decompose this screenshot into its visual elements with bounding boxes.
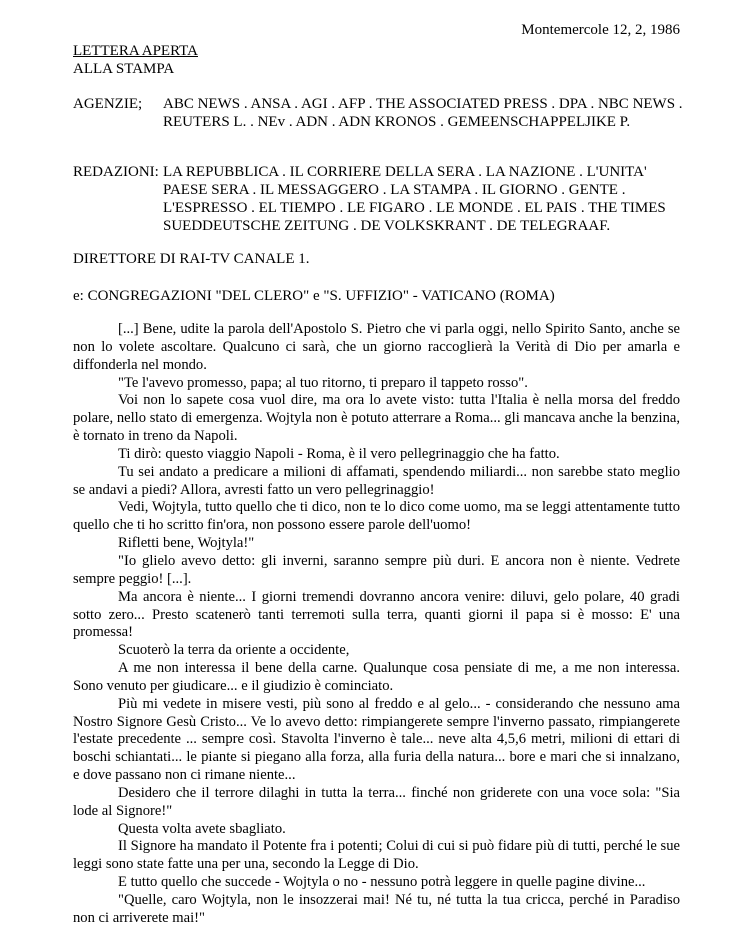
- title-line-open-letter: LETTERA APERTA: [73, 43, 198, 59]
- agenzie-label: AGENZIE;: [73, 96, 143, 112]
- paragraph: Il Signore ha mandato il Potente fra i potenti; Colui di cui si può fidare più di tutti, perché le sue leggi sono state fatte una per una, secondo la Legge di Dio.: [73, 838, 680, 873]
- redazioni-list: LA REPUBBLICA . IL CORRIERE DELLA SERA . LA NAZIONE . L'UNITA' PAESE SERA . IL MESSAGGERO . LA STAMPA . IL GIORNO . GENTE . L'ESPRESSO . EL TIEMPO . LE FIGARO . LE MONDE . EL PAIS . THE TIMES SUEDDEUTSCHE ZEITUNG . DE VOLKSKRANT . DE TELEGRAAF.: [163, 164, 666, 234]
- paragraph: "Io glielo avevo detto: gli inverni, saranno sempre più duri. E ancora non è niente. Vedrete sempre peggio! [...].: [73, 552, 680, 587]
- paragraph: Più mi vedete in misere vesti, più sono al freddo e al gelo... - considerando che nessuno ama Nostro Signore Gesù Cristo... Ve lo avevo detto: rimpiangerete sempre l'inverno passato, rimpiangerete l'estate precedente ... sempre così. Stavolta l'inverno è tale... neve alta 4,5,6 metri, milioni di ettari di boschi schiantati... le piante si piegano alla forza, alla furia della natura... bore e mari che si innalzano, e dove passano non ci rimane niente...: [73, 695, 680, 784]
- paragraph: Ma ancora è niente... I giorni tremendi dovranno ancora venire: diluvi, gelo polare, 40 gradi sotto zero... Presto scatenerò tanti terremoti sulla terra, quanti giorni il papa si è mosso: E' una promessa!: [73, 588, 680, 641]
- letter-date: Montemercole 12, 2, 1986: [521, 22, 680, 38]
- paragraph: Desidero che il terrore dilaghi in tutta la terra... finché non griderete con una voce sola: "Sia lode al Signore!": [73, 784, 680, 819]
- congregazioni-line: e: CONGREGAZIONI "DEL CLERO" e "S. UFFIZIO" - VATICANO (ROMA): [73, 288, 555, 304]
- letter-body: [73, 321, 680, 928]
- paragraph: "Quelle, caro Wojtyla, non le insozzerai mai! Né tu, né tutta la tua cricca, perché in Paradiso non ci arriverete mai!": [73, 892, 680, 926]
- agenzie-list: ABC NEWS . ANSA . AGI . AFP . THE ASSOCIATED PRESS . DPA . NBC NEWS . REUTERS L. . NEv . ADN . ADN KRONOS . GEMEENSCHAPPELJIKE P.: [163, 96, 683, 130]
- paragraph: Ti dirò: questo viaggio Napoli - Roma, è il vero pellegrinaggio che ha fatto.: [118, 445, 560, 462]
- paragraph: "Te l'avevo promesso, papa; al tuo ritorno, ti preparo il tappeto rosso".: [118, 374, 528, 391]
- letter-title: [73, 42, 198, 78]
- agenzie-block: [73, 95, 683, 131]
- paragraph: Tu sei andato a predicare a milioni di affamati, spendendo miliardi... non sarebbe stato meglio se andavi a piedi? Allora, avresti fatto un vero pellegrinaggio!: [73, 463, 680, 498]
- paragraph: [...] Bene, udite la parola dell'Apostolo S. Pietro che vi parla oggi, nello Spirito Santo, anche se non lo volete ascoltare. Qualcuno ci sarà, che un giorno raccoglierà la Verità di Dio per amarla e diffonderla nel mondo.: [73, 321, 680, 373]
- paragraph: Questa volta avete sbagliato.: [118, 820, 286, 837]
- paragraph: E tutto quello che succede - Wojtyla o no - nessuno potrà leggere in quelle pagine divine...: [118, 874, 646, 891]
- direttore-line: DIRETTORE DI RAI-TV CANALE 1.: [73, 251, 310, 267]
- paragraph: Vedi, Wojtyla, tutto quello che ti dico, non te lo dico come uomo, ma se leggi attentamente tutto quello che ti ho scritto fin'ora, non possono essere parole dell'uomo!: [73, 499, 680, 534]
- paragraph: A me non interessa il bene della carne. Qualunque cosa pensiate di me, a me non interessa. Sono venuto per giudicare... e il giudizio è cominciato.: [73, 660, 680, 694]
- paragraph: Scuoterò la terra da oriente a occidente,: [118, 642, 350, 659]
- paragraph: Voi non lo sapete cosa vuol dire, ma ora lo avete visto: tutta l'Italia è nella morsa del freddo polare, nello stato di emergenza. Wojtyla non è potuto atterrare a Roma... gli mancava anche la benzina, è tornato in treno da Napoli.: [73, 392, 680, 445]
- redazioni-block: [73, 163, 683, 235]
- paragraph: Rifletti bene, Wojtyla!": [118, 535, 255, 552]
- title-line-to-press: ALLA STAMPA: [73, 61, 175, 77]
- redazioni-label: REDAZIONI:: [73, 164, 159, 180]
